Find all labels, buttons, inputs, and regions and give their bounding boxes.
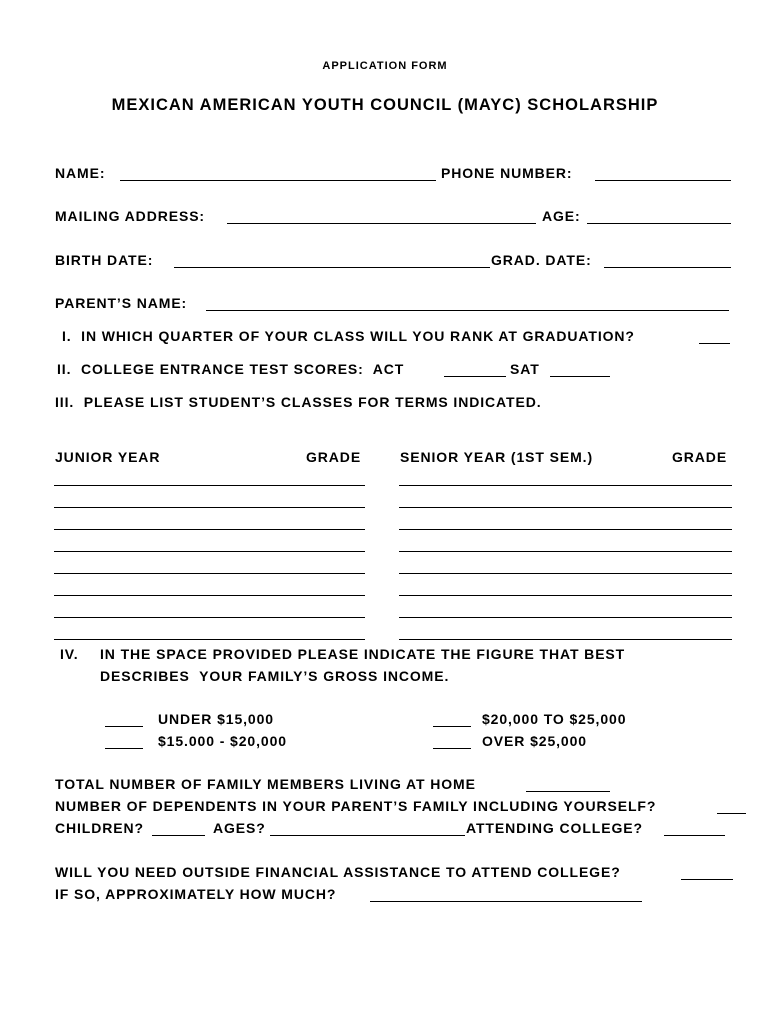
income-instruction-line1: IN THE SPACE PROVIDED PLEASE INDICATE THE FIGURE THAT BEST [100,646,626,662]
assistance-amount-label: IF SO, APPROXIMATELY HOW MUCH? [55,886,337,902]
senior-class-line[interactable] [399,529,732,530]
junior-grade-header: GRADE [306,449,362,465]
senior-class-line[interactable] [399,485,732,486]
attending-college-field[interactable] [664,835,725,836]
junior-class-line[interactable] [54,507,365,508]
junior-class-line[interactable] [54,529,365,530]
age-field[interactable] [587,223,731,224]
act-score-field[interactable] [444,376,506,377]
junior-class-line[interactable] [54,595,365,596]
grad-date-label: GRAD. DATE: [491,252,592,268]
attending-college-label: ATTENDING COLLEGE? [466,820,643,836]
dependents-label: NUMBER OF DEPENDENTS IN YOUR PARENT’S FAMILY INCLUDING YOURSELF? [55,798,657,814]
income-under-15000-blank[interactable] [105,726,143,727]
sat-label: SAT [510,361,540,377]
junior-class-line[interactable] [54,485,365,486]
senior-class-line[interactable] [399,639,732,640]
birth-date-label: BIRTH DATE: [55,252,154,268]
income-section-numeral: IV. [60,646,79,662]
income-20000-25000-blank[interactable] [433,726,471,727]
junior-class-line[interactable] [54,573,365,574]
sat-score-field[interactable] [550,376,610,377]
junior-year-header: JUNIOR YEAR [55,449,161,465]
income-instruction-line2: DESCRIBES YOUR FAMILY’S GROSS INCOME. [100,668,450,684]
name-label: NAME: [55,165,106,181]
income-over-25000-label: OVER $25,000 [482,733,587,749]
class-rank-field[interactable] [699,343,730,344]
senior-class-line[interactable] [399,617,732,618]
form-type-label: APPLICATION FORM [322,60,448,72]
class-rank-question: I. IN WHICH QUARTER OF YOUR CLASS WILL YOU RANK AT GRADUATION? [62,328,635,344]
test-scores-question: II. COLLEGE ENTRANCE TEST SCORES: ACT [57,361,405,377]
senior-year-header: SENIOR YEAR (1ST SEM.) [400,449,594,465]
phone-number-field[interactable] [595,180,731,181]
income-over-25000-blank[interactable] [433,748,471,749]
junior-class-line[interactable] [54,551,365,552]
children-field[interactable] [152,835,205,836]
junior-class-line[interactable] [54,639,365,640]
junior-class-line[interactable] [54,617,365,618]
senior-class-line[interactable] [399,573,732,574]
ages-label: AGES? [213,820,266,836]
birth-date-field[interactable] [174,267,490,268]
form-title: MEXICAN AMERICAN YOUTH COUNCIL (MAYC) SCHOLARSHIP [111,96,659,114]
dependents-field[interactable] [717,813,746,814]
senior-class-line[interactable] [399,551,732,552]
income-20000-25000-label: $20,000 TO $25,000 [482,711,627,727]
age-label: AGE: [542,208,581,224]
senior-grade-header: GRADE [672,449,728,465]
grad-date-field[interactable] [604,267,731,268]
ages-field[interactable] [270,835,465,836]
total-family-members-label: TOTAL NUMBER OF FAMILY MEMBERS LIVING AT HOME [55,776,476,792]
name-field[interactable] [120,180,436,181]
mailing-address-field[interactable] [227,223,536,224]
assistance-amount-field[interactable] [370,901,642,902]
senior-class-line[interactable] [399,507,732,508]
outside-assistance-field[interactable] [681,879,733,880]
parents-name-field[interactable] [206,310,729,311]
total-family-members-field[interactable] [526,791,610,792]
classes-instruction: III. PLEASE LIST STUDENT’S CLASSES FOR TERMS INDICATED. [55,394,542,410]
income-under-15000-label: UNDER $15,000 [158,711,274,727]
parents-name-label: PARENT’S NAME: [55,295,188,311]
outside-assistance-question: WILL YOU NEED OUTSIDE FINANCIAL ASSISTANCE TO ATTEND COLLEGE? [55,864,621,880]
children-label: CHILDREN? [55,820,144,836]
senior-class-line[interactable] [399,595,732,596]
phone-number-label: PHONE NUMBER: [441,165,573,181]
income-15000-20000-label: $15.000 - $20,000 [158,733,287,749]
income-15000-20000-blank[interactable] [105,748,143,749]
mailing-address-label: MAILING ADDRESS: [55,208,205,224]
